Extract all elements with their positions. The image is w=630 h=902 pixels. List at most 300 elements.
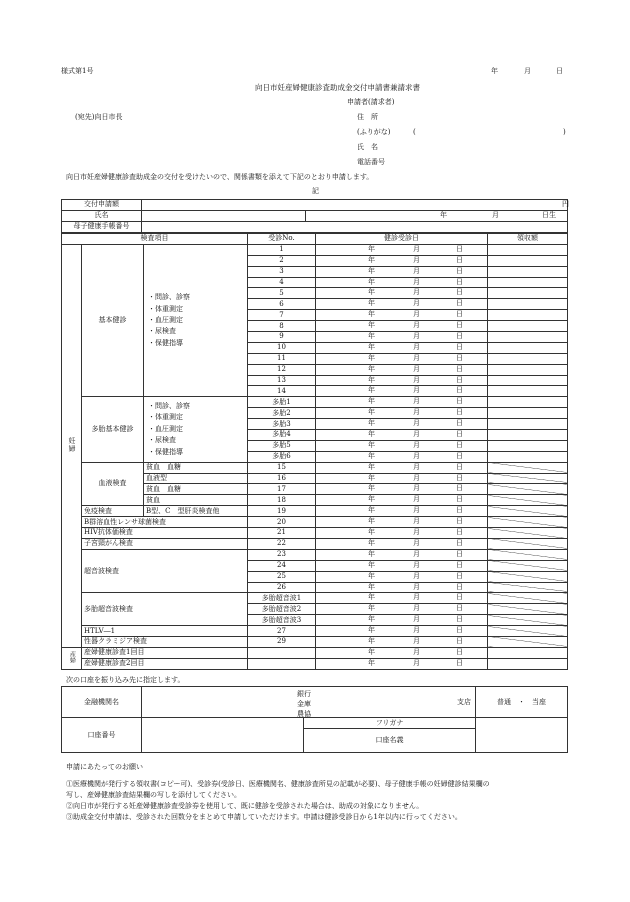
table-row — [62, 517, 568, 528]
date-d: 日 — [456, 571, 463, 580]
multi-item: ・血圧測定 — [148, 424, 183, 433]
mus-label: 多胎超音波検査 — [82, 593, 248, 626]
birth-month: 月 — [492, 210, 499, 219]
blood-sub: 貧血 血糖 — [144, 462, 248, 473]
amount-cell-na — [488, 528, 568, 539]
post2-label: 産婦健康診査2回目 — [82, 658, 248, 669]
applicant-title: 申請者(請求者) — [347, 98, 395, 106]
amount-cell[interactable] — [488, 244, 568, 255]
bank-table — [61, 686, 568, 753]
exam-no: 多胎超音波1 — [248, 593, 316, 604]
exam-date[interactable] — [316, 244, 488, 255]
date-d: 日 — [456, 440, 463, 449]
amount-cell-na — [488, 560, 568, 571]
exam-no: 18 — [248, 495, 316, 506]
name-field[interactable] — [142, 210, 306, 221]
date-m: 月 — [413, 615, 420, 624]
date-y: 年 — [368, 310, 375, 319]
exam-no: 多胎4 — [248, 430, 316, 441]
table-row — [62, 538, 568, 549]
exam-date[interactable] — [316, 517, 488, 528]
date-m: 月 — [413, 506, 420, 515]
date-d: 日 — [456, 408, 463, 417]
exam-date[interactable] — [316, 430, 488, 441]
exam-date[interactable] — [316, 647, 488, 658]
basic-item: ・体重測定 — [148, 304, 183, 313]
exam-no-empty — [248, 647, 316, 658]
exam-no: 多胎3 — [248, 419, 316, 430]
exam-no: 多胎超音波3 — [248, 615, 316, 626]
table-row — [62, 636, 568, 647]
exam-date[interactable] — [316, 658, 488, 669]
date-y: 年 — [368, 375, 375, 384]
amount-cell[interactable] — [488, 310, 568, 321]
exam-no: 17 — [248, 484, 316, 495]
date-m: 月 — [413, 288, 420, 297]
date-m: 月 — [413, 364, 420, 373]
date-m: 月 — [413, 255, 420, 264]
name-label-cell: 氏名 — [62, 210, 142, 221]
institution-label: 金融機関名 — [62, 687, 142, 718]
applicant-info-table — [61, 199, 568, 233]
bank-type-ja: 農協 — [297, 710, 311, 718]
exam-date[interactable] — [316, 408, 488, 419]
amount-cell[interactable] — [488, 440, 568, 451]
amount-cell[interactable] — [488, 647, 568, 658]
amount-cell[interactable] — [488, 419, 568, 430]
date-d: 日 — [456, 332, 463, 341]
exam-date[interactable] — [316, 560, 488, 571]
exam-date[interactable] — [316, 593, 488, 604]
date-m: 月 — [413, 473, 420, 482]
exam-date[interactable] — [316, 299, 488, 310]
multi-item: ・体重測定 — [148, 413, 183, 422]
exam-date[interactable] — [316, 549, 488, 560]
exam-no: 25 — [248, 571, 316, 582]
date-d: 日 — [456, 342, 463, 351]
date-m: 月 — [413, 560, 420, 569]
date-y: 年 — [368, 626, 375, 635]
exam-date[interactable] — [316, 255, 488, 266]
table-row — [62, 626, 568, 637]
date-y: 年 — [368, 397, 375, 406]
exam-no: 多胎6 — [248, 451, 316, 462]
exam-no: 24 — [248, 560, 316, 571]
exam-no: 22 — [248, 538, 316, 549]
exam-date[interactable] — [316, 506, 488, 517]
exam-no: 6 — [248, 299, 316, 310]
date-d: 日 — [456, 626, 463, 635]
exam-no-empty — [248, 658, 316, 669]
htlv-label: HTLV―1 — [82, 626, 248, 637]
addressee: (宛先)向日市長 — [75, 113, 123, 121]
gbs-label: B群溶血性レンサ球菌検査 — [82, 517, 248, 528]
note-2: ②向日市が発行する妊産婦健康診査受診券を使用して、既に健診を受診された場合は、助成の対象になりません。 — [66, 802, 424, 810]
date-d: 日 — [456, 386, 463, 395]
amount-cell-na — [488, 636, 568, 647]
date-d: 日 — [456, 364, 463, 373]
date-y: 年 — [368, 386, 375, 395]
phone-label: 電話番号 — [357, 158, 385, 166]
date-m: 月 — [413, 549, 420, 558]
amount-cell-na — [488, 538, 568, 549]
amount-cell-na — [488, 571, 568, 582]
date-m: 月 — [413, 636, 420, 645]
date-m: 月 — [413, 430, 420, 439]
date-d: 日 — [456, 255, 463, 264]
exam-table — [61, 233, 568, 670]
institution-field[interactable] — [142, 687, 476, 718]
date-d: 日 — [456, 560, 463, 569]
exam-no: 10 — [248, 342, 316, 353]
amount-cell[interactable] — [488, 288, 568, 299]
cervical-label: 子宮頸がん検査 — [82, 538, 248, 549]
table-row — [62, 462, 568, 473]
furigana-label-bank: フリガナ — [304, 718, 476, 729]
date-m: 月 — [413, 397, 420, 406]
date-m: 月 — [413, 386, 420, 395]
paren-close: ) — [563, 128, 566, 136]
exam-date[interactable] — [316, 321, 488, 332]
amount-cell[interactable] — [488, 299, 568, 310]
date-d: 日 — [456, 451, 463, 460]
date-m: 月 — [413, 538, 420, 547]
date-m: 月 — [413, 266, 420, 275]
date-d: 日 — [456, 375, 463, 384]
multi-label: 多胎基本健診 — [82, 397, 144, 462]
account-type[interactable]: 普通 ・ 当座 — [476, 687, 568, 718]
postpartum-label-text: 産婦 — [68, 651, 76, 664]
page-title: 向日市妊産婦健康診査助成金交付申請書兼請求書 — [255, 83, 420, 92]
table-row — [62, 647, 568, 658]
exam-date[interactable] — [316, 615, 488, 626]
amount-cell-na — [488, 582, 568, 593]
amount-cell-na — [488, 517, 568, 528]
birth-day: 日生 — [542, 210, 556, 219]
amount-cell[interactable] — [488, 658, 568, 669]
date-y: 年 — [368, 440, 375, 449]
exam-no: 19 — [248, 506, 316, 517]
date-m: 月 — [413, 571, 420, 580]
date-d: 日 — [456, 299, 463, 308]
exam-date[interactable] — [316, 266, 488, 277]
date-m: 月 — [413, 451, 420, 460]
bank-type-shinkin: 金庫 — [297, 700, 311, 708]
date-y: 年 — [368, 462, 375, 471]
exam-date[interactable] — [316, 440, 488, 451]
holder-field[interactable] — [476, 729, 568, 753]
date-m: 月 — [413, 626, 420, 635]
date-y: 年 — [368, 430, 375, 439]
intro-text: 向日市妊産婦健康診査助成金の交付を受けたいので、関係書類を添えて下記のとおり申請します。 — [66, 173, 374, 181]
name-label: 氏 名 — [357, 143, 378, 151]
exam-date[interactable] — [316, 353, 488, 364]
col-no-header: 受診No. — [248, 234, 316, 245]
address-label: 住 所 — [357, 113, 378, 121]
exam-date[interactable] — [316, 626, 488, 637]
col-amount-header: 領収額 — [488, 234, 568, 245]
date-y: 年 — [368, 353, 375, 362]
basic-label: 基本健診 — [82, 244, 144, 396]
exam-date[interactable] — [316, 538, 488, 549]
date-y: 年 — [368, 288, 375, 297]
date-m: 月 — [413, 277, 420, 286]
date-y: 年 — [368, 255, 375, 264]
note-1-cont: 写し、産婦健康診査結果欄の写しを添付してください。 — [66, 791, 241, 799]
exam-no: 3 — [248, 266, 316, 277]
date-y: 年 — [368, 342, 375, 351]
amount-label: 交付申請額 — [62, 200, 142, 211]
date-d: 日 — [456, 288, 463, 297]
table-row — [62, 506, 568, 517]
date-m: 月 — [413, 299, 420, 308]
exam-date[interactable] — [316, 375, 488, 386]
exam-date[interactable] — [316, 582, 488, 593]
date-y: 年 — [368, 495, 375, 504]
amount-field[interactable] — [142, 200, 568, 211]
exam-date[interactable] — [316, 451, 488, 462]
amount-cell[interactable] — [488, 397, 568, 408]
blood-label: 血液検査 — [82, 462, 144, 506]
exam-date[interactable] — [316, 571, 488, 582]
amount-cell[interactable] — [488, 375, 568, 386]
exam-date[interactable] — [316, 462, 488, 473]
amount-cell[interactable] — [488, 430, 568, 441]
date-m: 月 — [413, 332, 420, 341]
date-y: 年 — [368, 484, 375, 493]
date-d: 日 — [456, 604, 463, 613]
date-d: 日 — [456, 538, 463, 547]
exam-no: 1 — [248, 244, 316, 255]
date-d: 日 — [456, 310, 463, 319]
pregnant-label-text: 妊婦 — [68, 436, 76, 453]
date-m: 月 — [413, 582, 420, 591]
exam-date[interactable] — [316, 332, 488, 343]
ki-label: 記 — [312, 187, 319, 195]
amount-cell-na — [488, 615, 568, 626]
exam-date[interactable] — [316, 473, 488, 484]
exam-date[interactable] — [316, 288, 488, 299]
date-y: 年 — [368, 538, 375, 547]
basic-item: ・血圧測定 — [148, 315, 183, 324]
basic-items — [144, 244, 248, 396]
date-d: 日 — [456, 549, 463, 558]
date-m: 月 — [413, 342, 420, 351]
bank-intro: 次の口座を振り込み先に指定します。 — [66, 676, 185, 684]
exam-no: 多胎超音波2 — [248, 604, 316, 615]
exam-no: 9 — [248, 332, 316, 343]
birthdate-field[interactable] — [306, 210, 568, 221]
amount-cell[interactable] — [488, 451, 568, 462]
date-d: 日 — [456, 658, 463, 667]
date-m: 月 — [413, 353, 420, 362]
bank-type-bank: 銀行 — [297, 690, 311, 698]
date-y: 年 — [368, 332, 375, 341]
exam-no: 5 — [248, 288, 316, 299]
exam-date[interactable] — [316, 528, 488, 539]
exam-no: 4 — [248, 277, 316, 288]
exam-date[interactable] — [316, 364, 488, 375]
exam-no: 20 — [248, 517, 316, 528]
amount-cell-na — [488, 593, 568, 604]
amount-cell[interactable] — [488, 386, 568, 397]
date-m: 月 — [413, 408, 420, 417]
date-d: 日 — [456, 266, 463, 275]
exam-no: 2 — [248, 255, 316, 266]
birth-year: 年 — [440, 210, 447, 219]
exam-no: 27 — [248, 626, 316, 637]
amount-cell[interactable] — [488, 266, 568, 277]
multi-items — [144, 397, 248, 462]
date-y: 年 — [368, 528, 375, 537]
amount-cell[interactable] — [488, 255, 568, 266]
exam-no: 13 — [248, 375, 316, 386]
branch-label: 支店 — [457, 698, 471, 706]
table-row — [62, 658, 568, 669]
postpartum-label — [62, 647, 82, 669]
notes — [66, 762, 566, 823]
exam-date[interactable] — [316, 386, 488, 397]
exam-no: 26 — [248, 582, 316, 593]
amount-cell-na — [488, 495, 568, 506]
date-d: 日 — [456, 484, 463, 493]
date-m: 月 — [413, 517, 420, 526]
date-m: 月 — [413, 495, 420, 504]
date-m: 月 — [413, 484, 420, 493]
exam-no: 16 — [248, 473, 316, 484]
account-number-field[interactable] — [142, 718, 304, 753]
date-month: 月 — [524, 67, 531, 75]
exam-date[interactable] — [316, 636, 488, 647]
amount-cell[interactable] — [488, 277, 568, 288]
date-d: 日 — [456, 582, 463, 591]
basic-item: ・保健指導 — [148, 338, 183, 347]
notes-heading: 申請にあたってのお願い — [66, 763, 143, 771]
date-y: 年 — [368, 321, 375, 330]
exam-no: 14 — [248, 386, 316, 397]
date-year: 年 — [491, 67, 498, 75]
date-d: 日 — [456, 419, 463, 428]
handbook-field[interactable] — [142, 221, 568, 232]
col-item-header: 検査項目 — [62, 234, 248, 245]
holder-furigana-field[interactable] — [476, 718, 568, 729]
date-y: 年 — [368, 517, 375, 526]
date-y: 年 — [368, 473, 375, 482]
blood-sub: 貧血 血糖 — [144, 484, 248, 495]
date-m: 月 — [413, 647, 420, 656]
handbook-label: 母子健康手帳番号 — [62, 221, 142, 232]
date-y: 年 — [368, 593, 375, 602]
multi-item: ・尿検査 — [148, 436, 176, 445]
exam-no: 29 — [248, 636, 316, 647]
date-y: 年 — [368, 277, 375, 286]
exam-no: 12 — [248, 364, 316, 375]
exam-date[interactable] — [316, 419, 488, 430]
date-day: 日 — [556, 67, 563, 75]
multi-item: ・問診、診察 — [148, 402, 190, 411]
exam-no: 15 — [248, 462, 316, 473]
date-y: 年 — [368, 244, 375, 253]
date-y: 年 — [368, 364, 375, 373]
pregnant-label — [62, 244, 82, 647]
date-y: 年 — [368, 451, 375, 460]
note-3: ③助成金交付申請は、受診された回数分をまとめて申請していただけます。申請は健診受診日から1年以内に行ってください。 — [66, 813, 462, 821]
exam-date[interactable] — [316, 495, 488, 506]
exam-no: 23 — [248, 549, 316, 560]
date-m: 月 — [413, 321, 420, 330]
amount-cell-na — [488, 506, 568, 517]
date-y: 年 — [368, 636, 375, 645]
amount-cell[interactable] — [488, 342, 568, 353]
blood-sub: 貧血 — [144, 495, 248, 506]
exam-date[interactable] — [316, 310, 488, 321]
amount-cell-na — [488, 626, 568, 637]
amount-cell[interactable] — [488, 321, 568, 332]
amount-cell[interactable] — [488, 364, 568, 375]
exam-date[interactable] — [316, 397, 488, 408]
note-1: ①医療機関が発行する領収書(コピー可)、受診券(受診日、医療機関名、健康診査所見の記載が必要)、母子健康手帳の妊婦健診結果欄の — [66, 780, 490, 788]
exam-date[interactable] — [316, 342, 488, 353]
exam-no: 7 — [248, 310, 316, 321]
date-m: 月 — [413, 440, 420, 449]
exam-no: 多胎5 — [248, 440, 316, 451]
exam-date[interactable] — [316, 604, 488, 615]
date-m: 月 — [413, 244, 420, 253]
amount-cell[interactable] — [488, 332, 568, 343]
date-d: 日 — [456, 321, 463, 330]
date-d: 日 — [456, 506, 463, 515]
date-m: 月 — [413, 310, 420, 319]
date-d: 日 — [456, 495, 463, 504]
us-label: 超音波検査 — [82, 549, 248, 593]
date-y: 年 — [368, 582, 375, 591]
amount-cell[interactable] — [488, 408, 568, 419]
table-row — [62, 549, 568, 560]
amount-cell[interactable] — [488, 353, 568, 364]
date-m: 月 — [413, 419, 420, 428]
exam-no: 11 — [248, 353, 316, 364]
date-y: 年 — [368, 571, 375, 580]
amount-cell-na — [488, 484, 568, 495]
date-d: 日 — [456, 430, 463, 439]
form-number: 様式第1号 — [61, 67, 94, 75]
exam-date[interactable] — [316, 277, 488, 288]
amount-cell-na — [488, 462, 568, 473]
amount-cell-na — [488, 473, 568, 484]
date-m: 月 — [413, 658, 420, 667]
exam-date[interactable] — [316, 484, 488, 495]
date-d: 日 — [456, 473, 463, 482]
immune-sub: B型、C 型肝炎検査他 — [144, 506, 248, 517]
table-row — [62, 397, 568, 408]
date-d: 日 — [456, 615, 463, 624]
date-d: 日 — [456, 277, 463, 286]
date-d: 日 — [456, 397, 463, 406]
date-d: 日 — [456, 353, 463, 362]
basic-item: ・問診、診察 — [148, 293, 190, 302]
exam-no: 8 — [248, 321, 316, 332]
date-m: 月 — [413, 604, 420, 613]
date-y: 年 — [368, 615, 375, 624]
exam-no: 多胎2 — [248, 408, 316, 419]
blood-sub: 血液型 — [144, 473, 248, 484]
date-m: 月 — [413, 375, 420, 384]
date-d: 日 — [456, 528, 463, 537]
date-y: 年 — [368, 506, 375, 515]
date-y: 年 — [368, 299, 375, 308]
multi-item: ・保健指導 — [148, 447, 183, 456]
table-row — [62, 234, 568, 245]
